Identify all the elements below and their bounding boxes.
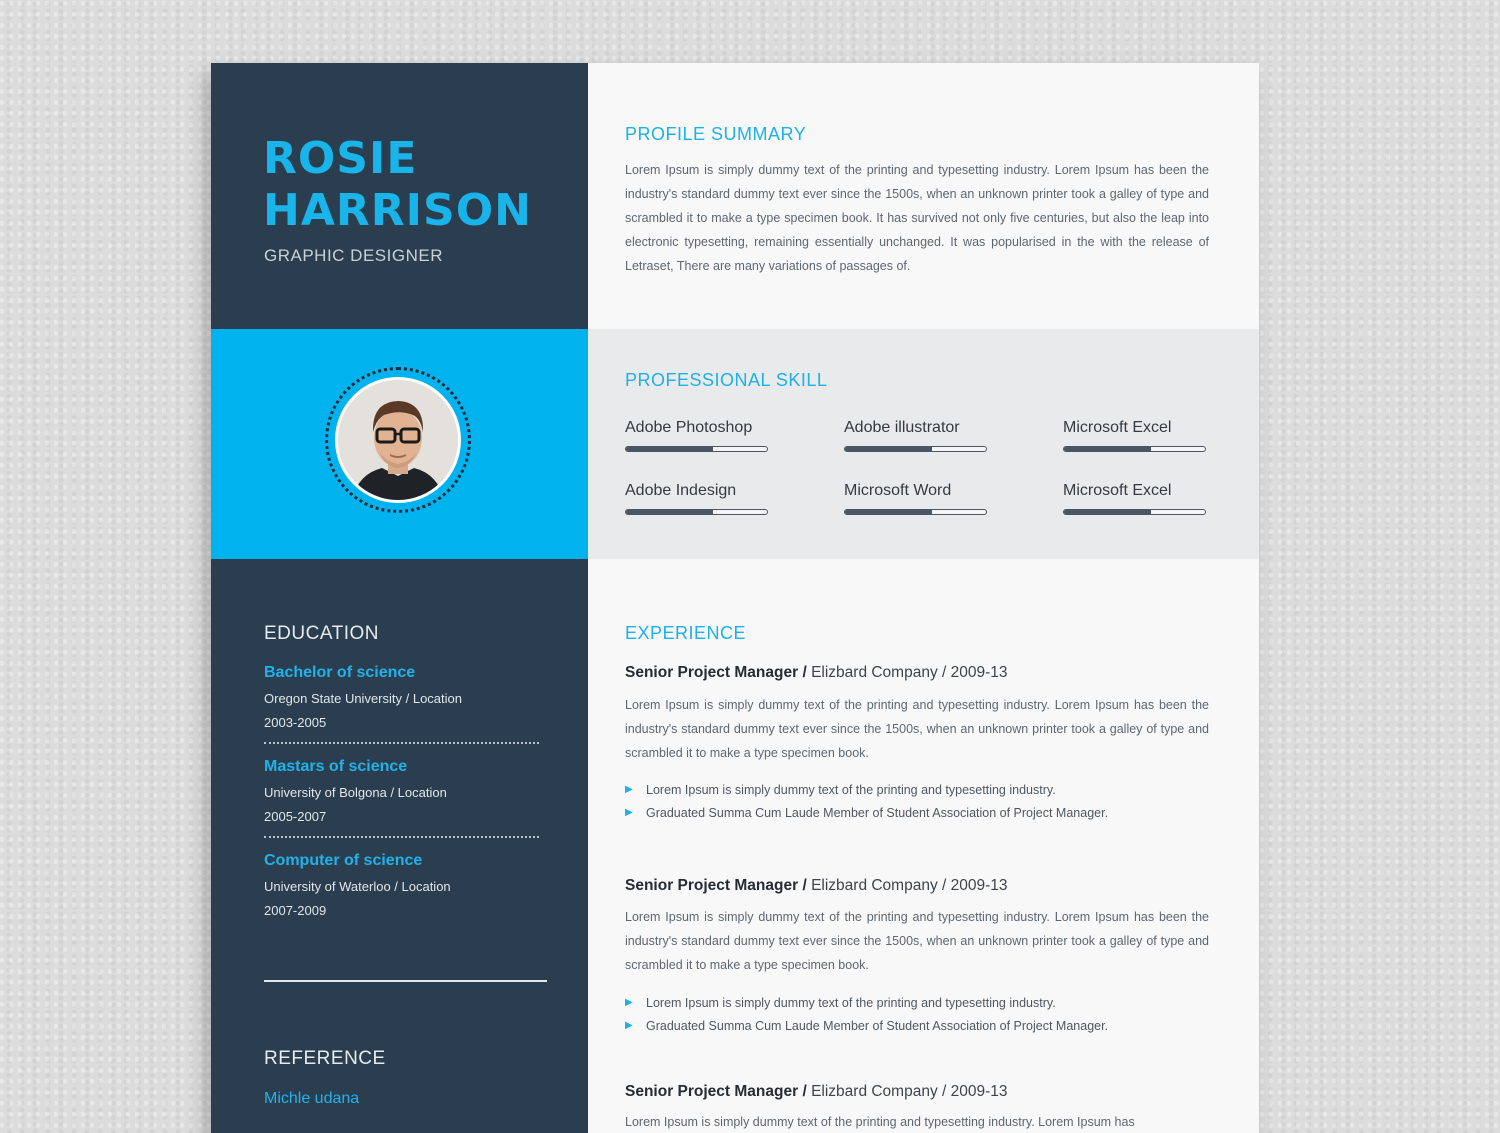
first-name: ROSIE (263, 133, 418, 184)
job-title-label: GRAPHIC DESIGNER (264, 246, 443, 265)
skill-item (625, 419, 768, 452)
bullet-text: Lorem Ipsum is simply dummy text of the printing and typesetting industry. (646, 783, 1056, 797)
skill-bar (844, 509, 987, 515)
divider (264, 742, 539, 744)
skill-bar-fill (1064, 510, 1151, 514)
profile-text: Lorem Ipsum is simply dummy text of the printing and typesetting industry. Lorem Ipsum has been the industry's standard dummy text ever since the 1500s, when an unknown printer took a galley of type and scrambled it to make a type specimen book. It has survived not only five centuries, but also the leap into electronic typesetting, remaining essentially unchanged. It was popularised in the with the release of Letraset, There are many variations of passages of. (625, 163, 1209, 273)
job-description: Lorem Ipsum is simply dummy text of the printing and typesetting industry. Lorem Ipsum has been the industry's standard dummy text ever since the 1500s, when an unknown printer took a galley of type and scrambled it to make a type specimen book. (625, 698, 1209, 760)
job-heading (625, 1083, 1008, 1101)
degree-name: Computer of science (264, 852, 423, 869)
skill-item (1063, 419, 1206, 452)
skill-item (844, 419, 987, 452)
skill-name: Microsoft Excel (1063, 482, 1172, 499)
school-name: University of Bolgona / Location (264, 785, 447, 800)
degree-name: Bachelor of science (264, 664, 416, 681)
avatar (335, 377, 461, 503)
job-heading (625, 877, 1008, 895)
education-years: 2007-2009 (264, 903, 327, 918)
bullet-text: Lorem Ipsum is simply dummy text of the printing and typesetting industry. (646, 996, 1056, 1010)
school-name: University of Waterloo / Location (264, 879, 451, 894)
skill-bar-fill (845, 447, 932, 451)
skill-name: Adobe illustrator (844, 419, 960, 436)
skill-item (1063, 482, 1206, 515)
bullet-text: Graduated Summa Cum Laude Member of Student Association of Project Manager. (646, 805, 1109, 820)
education-heading: EDUCATION (264, 623, 379, 644)
triangle-right-icon: ▶ (625, 997, 633, 1008)
education-item (264, 758, 539, 829)
job-company: Elizbard Company / 2009-13 (811, 1083, 1008, 1100)
job-company: Elizbard Company / 2009-13 (811, 664, 1008, 681)
skill-bar-fill (845, 510, 932, 514)
job-description: Lorem Ipsum is simply dummy text of the printing and typesetting industry. Lorem Ipsum has been the industry's standard dummy text ever since the 1500s, when an unknown printer took a galley of type and scrambled it to make a type specimen book. (625, 910, 1209, 972)
skill-name: Microsoft Word (844, 482, 952, 499)
education-years: 2005-2007 (264, 809, 327, 824)
skill-bar (1063, 509, 1206, 515)
list-item (625, 802, 1209, 825)
job-position: Senior Project Manager / (625, 1083, 807, 1100)
skill-name: Microsoft Excel (1063, 419, 1172, 436)
list-item (625, 1015, 1209, 1038)
job-bullets (625, 779, 1209, 824)
bullet-text: Graduated Summa Cum Laude Member of Student Association of Project Manager. (646, 1018, 1109, 1033)
skill-item (844, 482, 987, 515)
job-company: Elizbard Company / 2009-13 (811, 877, 1008, 894)
experience-heading: EXPERIENCE (625, 623, 747, 643)
skill-bar (1063, 446, 1206, 452)
portrait-image (338, 380, 458, 500)
triangle-right-icon: ▶ (625, 806, 633, 818)
education-item (264, 664, 539, 735)
skill-bar (625, 446, 768, 452)
skill-name: Adobe Indesign (625, 482, 737, 499)
job-description: Lorem Ipsum is simply dummy text of the printing and typesetting industry. Lorem Ipsum has (625, 1115, 1135, 1129)
school-name: Oregon State University / Location (264, 691, 462, 706)
job-position: Senior Project Manager / (625, 664, 807, 681)
divider (264, 836, 539, 838)
job-bullets (625, 992, 1209, 1037)
triangle-right-icon: ▶ (625, 784, 633, 795)
skill-bar-fill (1064, 447, 1151, 451)
job-position: Senior Project Manager / (625, 877, 807, 894)
skill-name: Adobe Photoshop (625, 419, 753, 436)
education-item (264, 852, 539, 923)
triangle-right-icon: ▶ (625, 1019, 633, 1031)
education-years: 2003-2005 (264, 715, 327, 730)
skill-bar (625, 509, 768, 515)
resume-page (211, 63, 1259, 1133)
list-item (625, 992, 1209, 1015)
section-divider (264, 980, 547, 982)
reference-name: Michle udana (264, 1090, 360, 1107)
skill-bar-fill (626, 447, 713, 451)
skill-item (625, 482, 768, 515)
reference-heading: REFERENCE (264, 1048, 386, 1069)
person-name (263, 133, 532, 237)
profile-heading: PROFILE SUMMARY (625, 124, 807, 144)
list-item (625, 779, 1209, 802)
job-heading (625, 664, 1008, 682)
degree-name: Mastars of science (264, 758, 408, 775)
last-name: HARRISON (263, 185, 532, 236)
skill-bar (844, 446, 987, 452)
skill-bar-fill (626, 510, 713, 514)
skills-heading: PROFESSIONAL SKILL (625, 370, 828, 390)
